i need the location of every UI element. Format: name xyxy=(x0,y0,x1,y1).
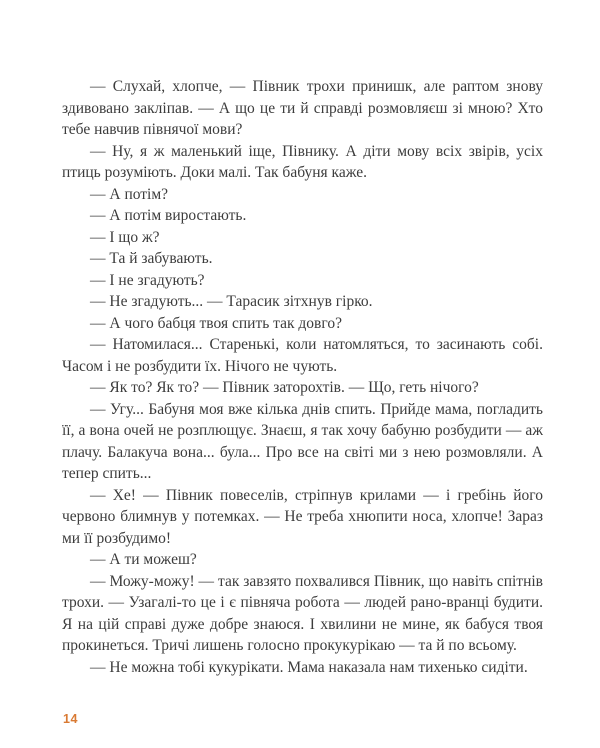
paragraph: — А чого бабця твоя спить так довго? xyxy=(90,314,342,332)
text-block xyxy=(62,76,543,678)
paragraph: — Не можна тобі кукурікати. Мама наказала нам тихенько сидіти. xyxy=(90,658,528,676)
paragraph: — Не згадують... — Тарасик зітхнув гірко. xyxy=(90,293,373,310)
paragraph: — А ти можеш? xyxy=(90,551,197,568)
paragraph: — І що ж? xyxy=(90,228,160,246)
paragraph: — Натомилася... Старенькі, коли натомляться, то засинають собі. Часом і не розбудити їх. Нічого не чують. xyxy=(62,336,543,375)
paragraph: — А потім виростають. xyxy=(90,207,247,224)
paragraph: — Можу-можу! — так завзято похвалився Півник, що навіть спітнів трохи. — Узагалі-то це і є півняча робота — людей рано-вранці будити. Я на цій справі дуже добре знаюся. І хвилини не мине, як бабуся твоя прокинеться. Тричі лишень голосно прокукурікаю — та й по всьому. xyxy=(62,572,543,654)
paragraph: — І не згадують? xyxy=(90,271,205,289)
paragraph: — Хе! — Півник повеселів, стріпнув крилами — і гребінь його червоно блимнув у потемках. — Не треба хнюпити носа, хлопче! Зараз ми її розбудимо! xyxy=(62,486,543,547)
paragraph: — Та й забувають. xyxy=(90,250,213,267)
paragraph: — Угу... Бабуня моя вже кілька днів спить. Прийде мама, погладить її, а вона очей не розплющує. Знаєш, я так хочу бабуню розбудити — аж плачу. Балакуча вона... була... Про все на світі ми з нею розмовляли. А тепер спить... xyxy=(62,400,543,482)
page-number: 14 xyxy=(63,712,78,726)
paragraph: — Слухай, хлопче, — Півник трохи принишк, але раптом знову здивовано закліпав. — А що це ти й справді розмовляєш зі мною? Хто тебе навчив півнячої мови? xyxy=(62,78,543,138)
paragraph: — Ну, я ж маленький іще, Півнику. А діти мову всіх звірів, усіх птиць розуміють. Доки малі. Так бабуня каже. xyxy=(62,142,543,181)
paragraph: — А потім? xyxy=(90,185,169,203)
paragraph: — Як то? Як то? — Півник заторохтів. — Що, геть нічого? xyxy=(90,379,479,396)
